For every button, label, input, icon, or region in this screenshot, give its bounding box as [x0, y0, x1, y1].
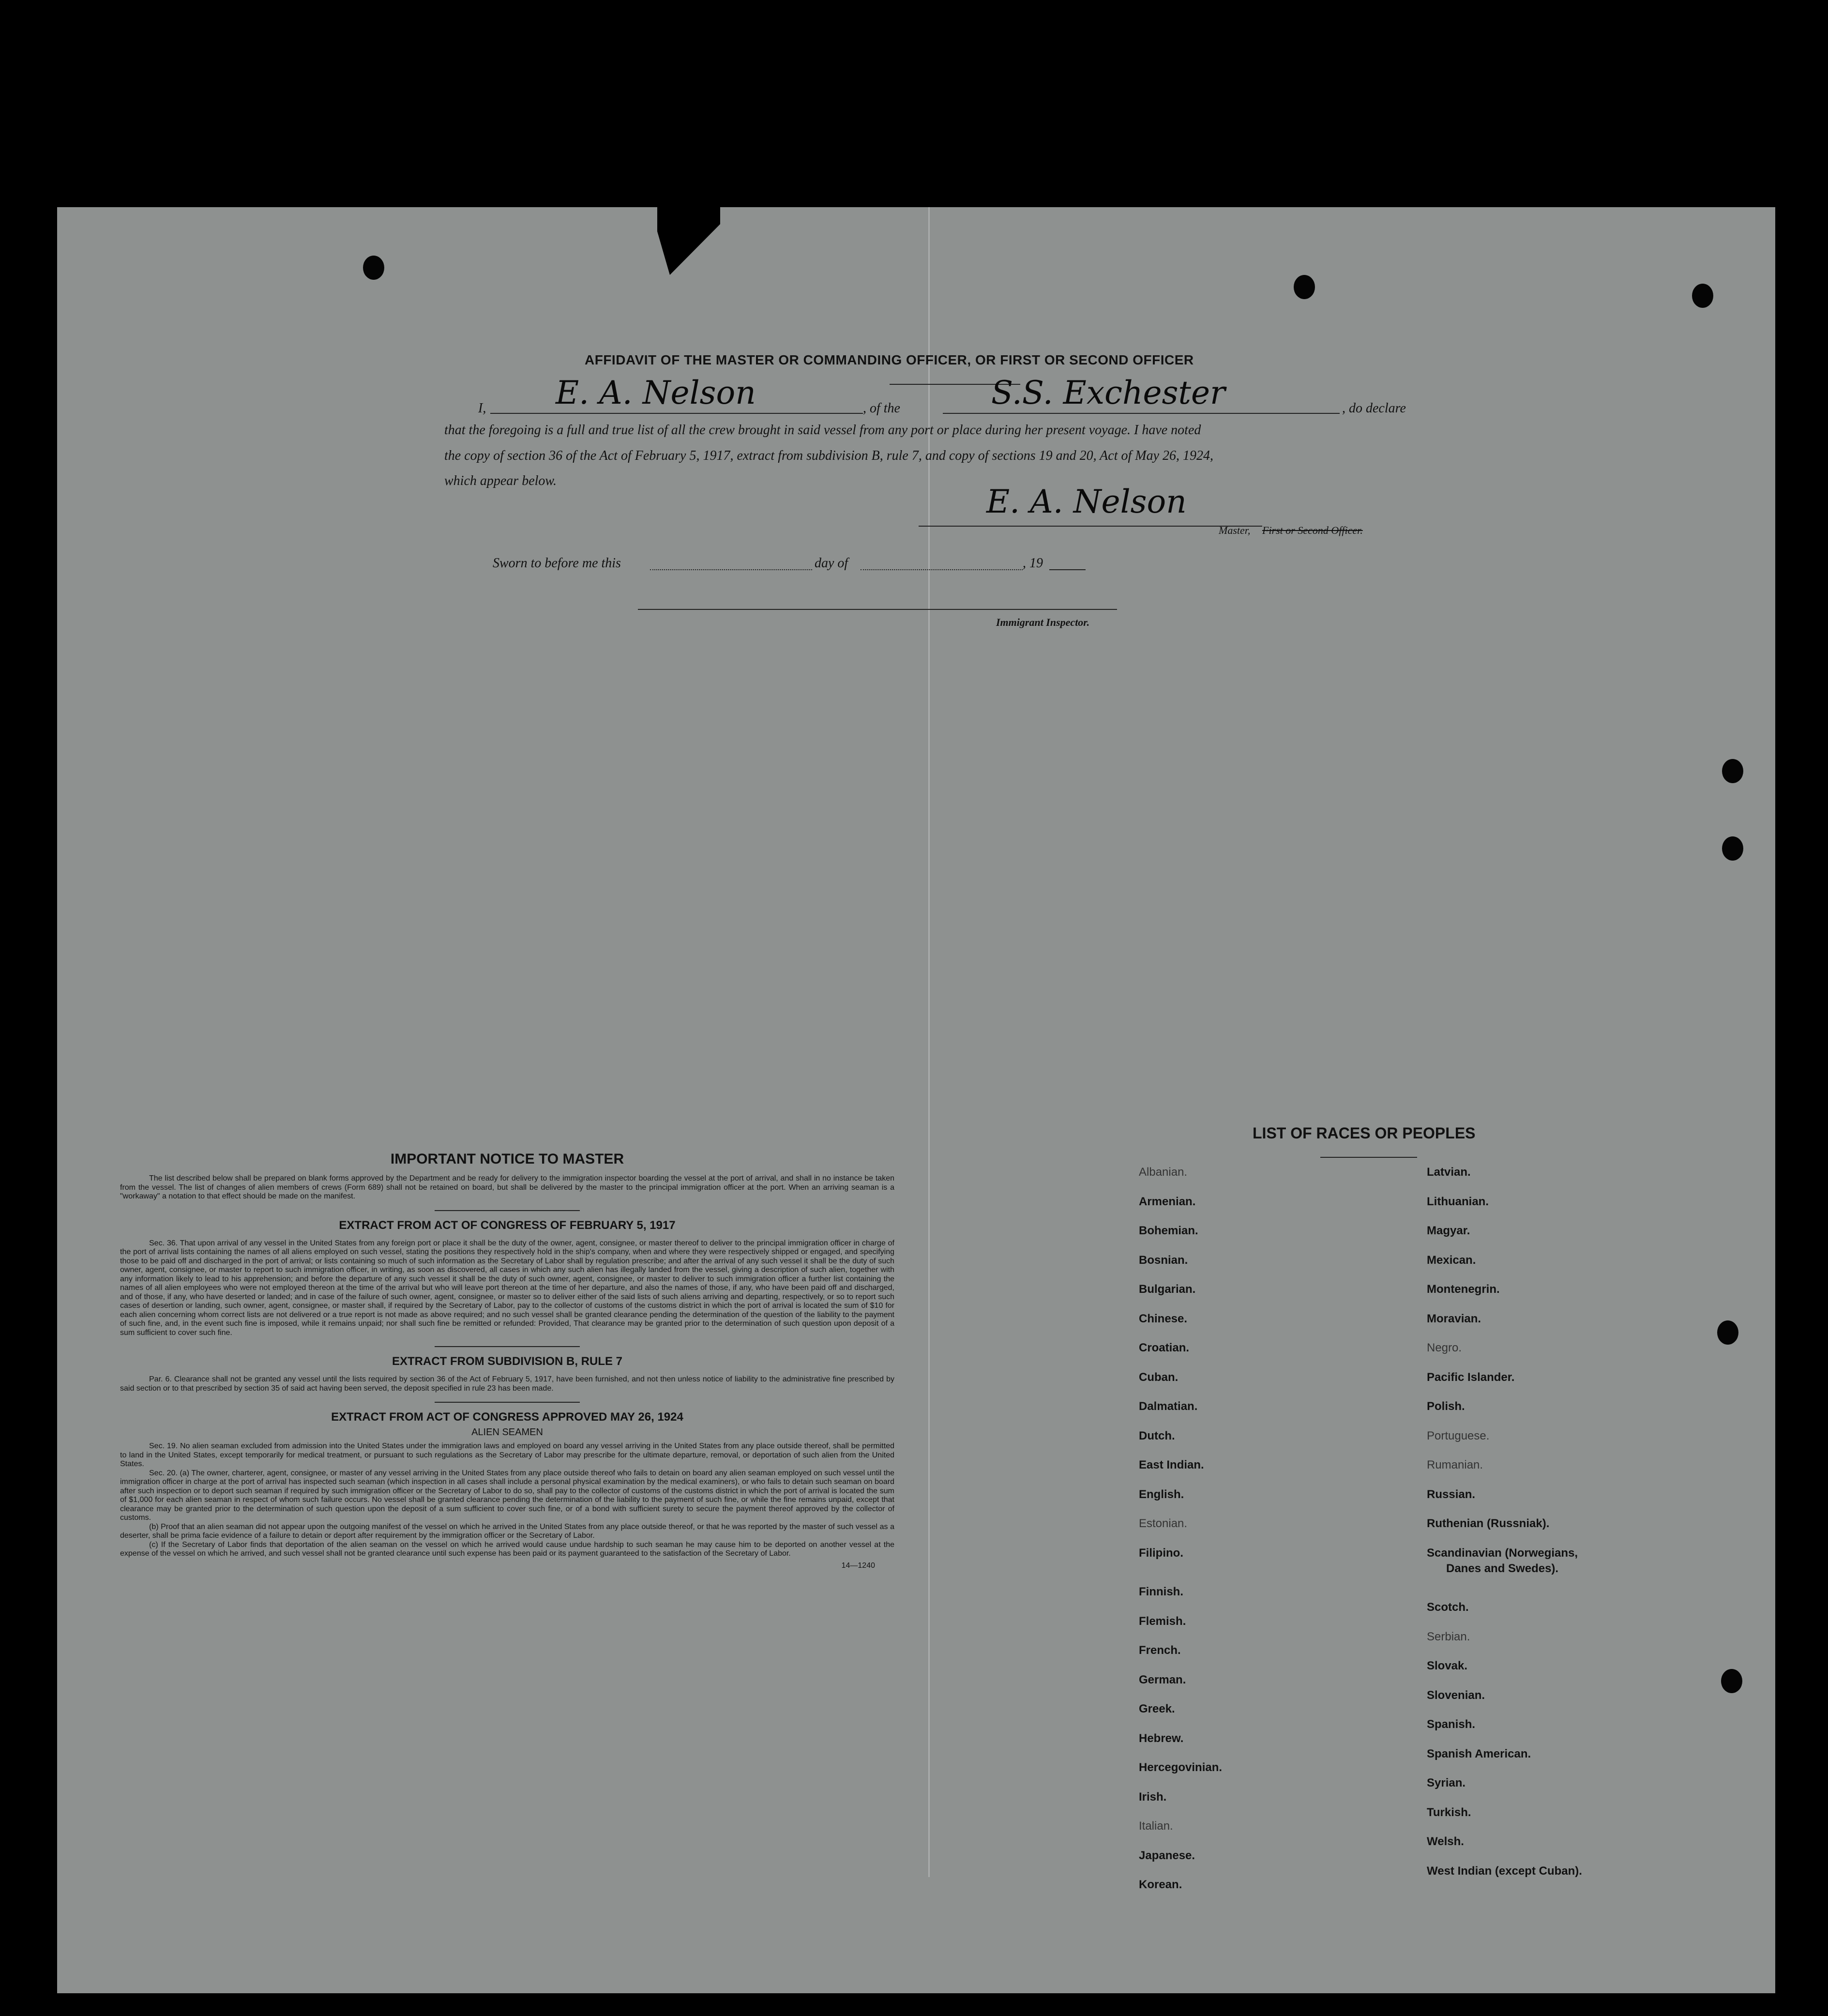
race-item-left: Japanese.	[1139, 1849, 1195, 1862]
form-number: 14—1240	[841, 1561, 875, 1570]
race-item-left: Albanian.	[1139, 1166, 1188, 1179]
extract-1924-subtitle: ALIEN SEAMEN	[471, 1427, 543, 1438]
sworn-day-line	[650, 569, 812, 570]
punch-hole	[1692, 284, 1713, 308]
punch-hole	[1722, 836, 1743, 861]
sec20c-text: (c) If the Secretary of Labor finds that deportation of the alien seaman on the vessel on which he arrived would cause undue hardship to such seaman he may cause him to be deported on another vessel at the expense of the vessel on which he arrived, and such vessel shall not be granted clearance until such expense has been paid or its payment guaranteed to the satisfaction of the Secretary of Labor.	[120, 1540, 894, 1558]
race-item-left: French.	[1139, 1644, 1181, 1657]
race-item-left: Chinese.	[1139, 1312, 1188, 1325]
race-item-left: Dalmatian.	[1139, 1400, 1198, 1413]
master-label: Master,	[1219, 524, 1251, 536]
race-item-right: Moravian.	[1427, 1312, 1481, 1325]
race-item-right: Magyar.	[1427, 1224, 1470, 1237]
punch-hole	[363, 256, 384, 280]
races-rule	[1320, 1157, 1417, 1158]
race-item-left: Flemish.	[1139, 1614, 1186, 1628]
sworn-month-line	[861, 569, 1023, 570]
race-item-left: Italian.	[1139, 1819, 1173, 1833]
sec20b-text: (b) Proof that an alien seaman did not appear upon the outgoing manifest of the vessel on which he arrived in the United States from any place outside thereof, or that he was reported by the master of such vessel as a deserter, shall be prima facie evidence of a failure to detain or deport after requirement by the immigration officer or the Secretary of Labor.	[120, 1522, 894, 1540]
race-item-right: Spanish.	[1427, 1718, 1476, 1731]
race-item-right: West Indian (except Cuban).	[1427, 1864, 1582, 1878]
races-title: LIST OF RACES OR PEOPLES	[1253, 1124, 1476, 1142]
race-item-right: Slovak.	[1427, 1659, 1468, 1672]
race-item-left: Hebrew.	[1139, 1731, 1184, 1745]
notice-title: IMPORTANT NOTICE TO MASTER	[390, 1151, 624, 1167]
signature-line	[919, 526, 1262, 527]
sec20a-text: Sec. 20. (a) The owner, charterer, agent, consignee, or master of any vessel arriving in the United States from any place outside thereof who fails to detain on board any alien seaman employed on such vessel until the immigration officer in charge at the port of arrival has inspected such seaman (which inspection in all cases shall include a personal physical examination by the medical examiners), or who fails to detain such seaman on board after such inspection or to deport such seaman if required by such immigration officer or the Secretary of Labor to do so, shall pay to the collector of customs of the customs district in which the port of arrival is located the sum of $1,000 for each alien seaman in respect of whom such failure occurs. No vessel shall be granted clearance pending the determination of the liability to the payment of such fine, or while the fine remains unpaid, except that clearance may be granted prior to the determination of such question upon the deposit of a sum sufficient to cover such fine, or of a bond with sufficient surety to secure the payment thereof approved by the collector of customs.	[120, 1469, 894, 1522]
race-item-left: Estonian.	[1139, 1517, 1188, 1530]
race-item-left: Finnish.	[1139, 1585, 1183, 1598]
race-item-left: East Indian.	[1139, 1458, 1204, 1471]
race-item-left: Croatian.	[1139, 1341, 1190, 1354]
race-item-right: Ruthenian (Russniak).	[1427, 1517, 1550, 1530]
race-item-right: Scandinavian (Norwegians,	[1427, 1546, 1578, 1560]
rule7-text: Par. 6. Clearance shall not be granted any vessel until the lists required by section 36 of the Act of February 5, 1917, have been furnished, and not then unless notice of liability to the administrative fine prescribed by said section or to that prescribed by section 35 of said act having been served, the deposit specified in rule 23 has been made.	[120, 1375, 894, 1393]
extract-1917-title: EXTRACT FROM ACT OF CONGRESS OF FEBRUARY 5, 1917	[339, 1218, 676, 1232]
race-item-right: Russian.	[1427, 1487, 1476, 1501]
race-item-right: Danes and Swedes).	[1446, 1561, 1559, 1575]
punch-hole	[1294, 275, 1315, 299]
year-label: , 19	[1023, 556, 1043, 571]
day-of-label: day of	[815, 556, 848, 571]
struck-officer-label: First or Second Officer.	[1262, 524, 1363, 536]
race-item-left: Hercegovinian.	[1139, 1761, 1223, 1774]
punch-hole	[1722, 759, 1743, 783]
race-item-left: Bohemian.	[1139, 1224, 1198, 1237]
do-declare-label: , do declare	[1342, 401, 1406, 416]
race-item-right: Scotch.	[1427, 1601, 1469, 1614]
officer-name-line	[490, 413, 863, 414]
inspector-label: Immigrant Inspector.	[996, 616, 1090, 628]
race-item-right: Turkish.	[1427, 1805, 1471, 1819]
race-item-left: Armenian.	[1139, 1195, 1196, 1208]
race-item-left: Korean.	[1139, 1878, 1182, 1891]
race-item-right: Syrian.	[1427, 1776, 1466, 1789]
section-rule	[435, 1346, 580, 1347]
sworn-label: Sworn to before me this	[493, 556, 621, 571]
race-item-left: Filipino.	[1139, 1546, 1183, 1560]
vessel-name-line	[943, 413, 1340, 414]
of-the-label: , of the	[863, 401, 900, 416]
race-item-left: Cuban.	[1139, 1370, 1178, 1384]
race-item-right: Rumanian.	[1427, 1458, 1483, 1471]
sworn-year-line	[1049, 569, 1086, 570]
race-item-left: German.	[1139, 1673, 1186, 1686]
i-label: I,	[478, 401, 486, 416]
extract-1917-text: Sec. 36. That upon arrival of any vessel in the United States from any foreign port or place it shall be the duty of the owner, agent, consignee, or master thereof to deliver to the principal immigration officer in charge of the port of arrival lists containing the names of all aliens employed on such vessel, stating the positions they respectively hold in the ship's company, when and where they were respectively shipped or engaged, and specifying those to be paid off and discharged in the port of arrival; or lists containing so much of such information as the Secretary of Labor shall by regulation prescribe; and after the arrival of any such vessel it shall be the duty of such owner, agent, consignee, or master to report to such immigration officer, in writing, as soon as discovered, all cases in which any such alien has illegally landed from the vessel, giving a description of such alien, together with any information likely to lead to his apprehension; and before the departure of any such vessel it shall be the duty of such owner, agent, consignee, or master to deliver to such immigration officer a further list containing the names of all alien employees who were not employed thereon at the time of the arrival but who will leave port thereon at the time of her departure, and also the names of those, if any, who have been paid off and discharged, and of those, if any, who have deserted or landed; and in case of the failure of such owner, agent, consignee, or master so to deliver either of the said lists of such aliens arriving and departing, respectively, or so to report such cases of desertion or landing, such owner, agent, consignee, or master shall, if required by the Secretary of Labor, pay to the collector of customs of the customs district in which the port of arrival is located the sum of $10 for each alien concerning whom correct lists are not delivered or a true report is not made as above required; and no such vessel shall be granted clearance pending the determination of the question of the liability to the payment of such fine, and, in the event such fine is imposed, while it remains unpaid; nor shall such fine be remitted or refunded: Provided, That clearance may be granted prior to the determination of such question upon deposit of a sum sufficient to cover such fine.	[120, 1239, 894, 1337]
notice-text: The list described below shall be prepared on blank forms approved by the Department and be ready for delivery to the immigration inspector boarding the vessel at the port of arrival, and shall in no instance be taken from the vessel. The list of changes of alien members of crews (Form 689) shall not be retained on board, but shall be delivered by the master to the principal immigration officer at the port. When an arriving seaman is a "workaway" a notation to that effect should be made on the manifest.	[120, 1174, 894, 1200]
form-sheet	[57, 207, 1775, 1993]
sec19-text: Sec. 19. No alien seaman excluded from admission into the United States under the immigration laws and employed on board any vessel arriving in the United States from any place outside thereof, shall be permitted to land in the United States, except temporarily for medical treatment, or pursuant to such regulations as the Secretary of Labor may prescribe for the ultimate departure, removal, or deportation of such alien from the United States.	[120, 1442, 894, 1468]
affidavit-title: AFFIDAVIT OF THE MASTER OR COMMANDING OFFICER, OR FIRST OR SECOND OFFICER	[585, 352, 1194, 367]
master-signature: E. A. Nelson	[986, 483, 1187, 520]
inspector-signature-line	[638, 609, 1117, 610]
affidavit-body-line1: that the foregoing is a full and true list of all the crew brought in said vessel from any port or place during her present voyage. I have noted	[444, 423, 1201, 438]
affidavit-body-line3: which appear below.	[444, 473, 557, 488]
affidavit-body-line2: the copy of section 36 of the Act of February 5, 1917, extract from subdivision B, rule 7, and copy of sections 19 and 20, Act of May 26, 1924,	[444, 448, 1214, 463]
race-item-right: Polish.	[1427, 1400, 1465, 1413]
vessel-name-handwritten: S.S. Exchester	[991, 374, 1225, 411]
officer-name-handwritten: E. A. Nelson	[556, 374, 756, 411]
race-item-left: Bosnian.	[1139, 1253, 1188, 1267]
punch-hole	[1721, 1669, 1742, 1693]
race-item-left: English.	[1139, 1487, 1184, 1501]
race-item-left: Dutch.	[1139, 1429, 1175, 1442]
torn-notch	[657, 202, 720, 275]
race-item-left: Bulgarian.	[1139, 1283, 1196, 1296]
race-item-right: Slovenian.	[1427, 1688, 1485, 1702]
race-item-right: Welsh.	[1427, 1835, 1464, 1848]
race-item-right: Pacific Islander.	[1427, 1370, 1515, 1384]
race-item-right: Serbian.	[1427, 1630, 1470, 1643]
race-item-left: Irish.	[1139, 1790, 1167, 1804]
section-rule	[435, 1210, 580, 1211]
punch-hole	[1717, 1320, 1738, 1345]
race-item-right: Spanish American.	[1427, 1747, 1531, 1760]
race-item-right: Lithuanian.	[1427, 1195, 1489, 1208]
section-rule	[435, 1402, 580, 1403]
rule7-title: EXTRACT FROM SUBDIVISION B, RULE 7	[392, 1355, 623, 1368]
race-item-right: Montenegrin.	[1427, 1283, 1500, 1296]
race-item-left: Greek.	[1139, 1702, 1175, 1715]
race-item-right: Mexican.	[1427, 1253, 1476, 1267]
race-item-right: Negro.	[1427, 1341, 1462, 1354]
race-item-right: Portuguese.	[1427, 1429, 1490, 1442]
legal-notice-column	[120, 1151, 894, 1570]
extract-1924-title: EXTRACT FROM ACT OF CONGRESS APPROVED MAY 26, 1924	[331, 1410, 683, 1424]
race-item-right: Latvian.	[1427, 1166, 1471, 1179]
